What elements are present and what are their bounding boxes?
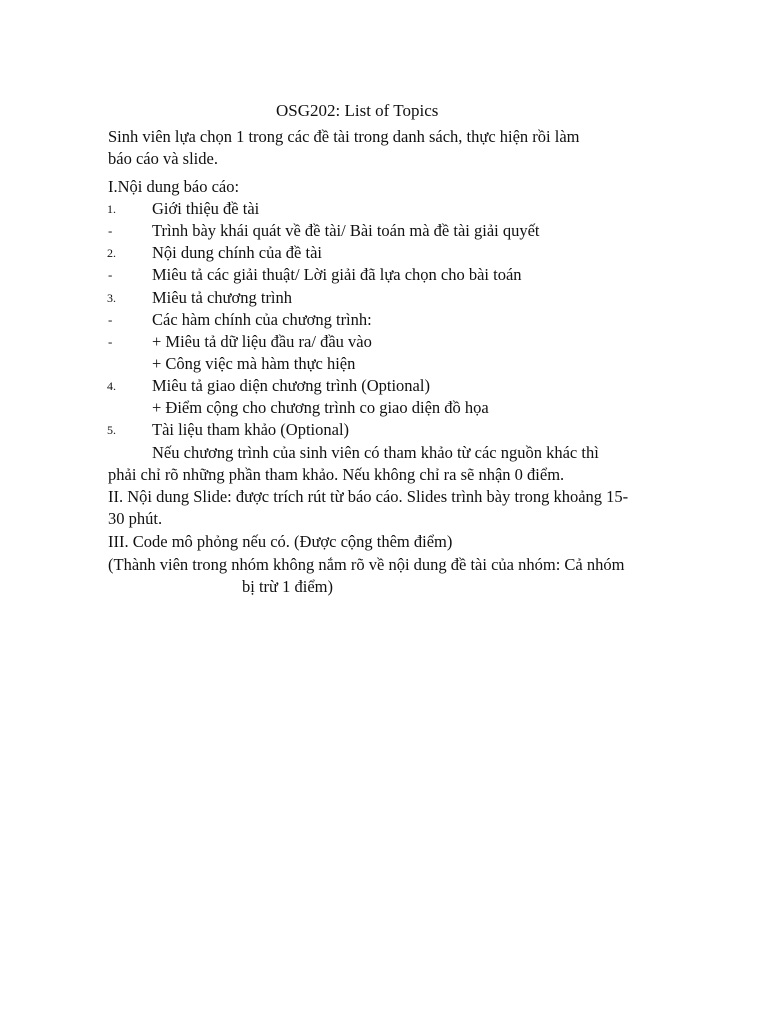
list-item: + Điểm cộng cho chương trình co giao diện đồ họa [152, 398, 489, 417]
list-item: Giới thiệu đề tài [152, 199, 260, 218]
penalty-line-2: bị trừ 1 điểm) [242, 577, 333, 596]
section-1-heading: I.Nội dung báo cáo: [108, 177, 240, 196]
intro-line-2: báo cáo và slide. [108, 149, 218, 168]
list-item: + Công việc mà hàm thực hiện [152, 354, 356, 373]
list-item: Trình bày khái quát về đề tài/ Bài toán mà đề tài giải quyết [152, 221, 540, 240]
list-marker: - [108, 312, 113, 327]
list-item: Miêu tả giao diện chương trình (Optional) [152, 376, 430, 395]
list-marker: 3. [107, 291, 116, 305]
list-marker: 4. [107, 379, 116, 393]
intro-line-1: Sinh viên lựa chọn 1 trong các đề tài trong danh sách, thực hiện rồi làm [108, 127, 580, 146]
list-item: Miêu tả chương trình [152, 288, 293, 307]
list-item: Miêu tả các giải thuật/ Lời giải đã lựa chọn cho bài toán [152, 265, 522, 284]
list-marker: - [108, 267, 113, 282]
list-item: Tài liệu tham khảo (Optional) [152, 420, 350, 439]
reference-note-line-1: Nếu chương trình của sinh viên có tham khảo từ các nguồn khác thì [152, 443, 599, 462]
list-marker: 2. [107, 246, 116, 260]
list-marker: - [108, 334, 113, 349]
list-item: Nội dung chính của đề tài [152, 243, 322, 262]
section-2-line-1: II. Nội dung Slide: được trích rút từ báo cáo. Slides trình bày trong khoảng 15- [108, 487, 629, 506]
list-item: Các hàm chính của chương trình: [152, 310, 372, 329]
list-marker: - [108, 223, 113, 238]
section-2-line-2: 30 phút. [108, 509, 163, 528]
list-item: + Miêu tả dữ liệu đầu ra/ đầu vào [152, 332, 372, 351]
penalty-line-1: (Thành viên trong nhóm không nắm rõ về nội dung đề tài của nhóm: Cả nhóm [108, 555, 625, 574]
reference-note-line-2: phải chỉ rõ những phần tham khảo. Nếu không chỉ ra sẽ nhận 0 điểm. [108, 465, 565, 484]
document-title: OSG202: List of Topics [276, 101, 439, 120]
list-marker: 1. [107, 202, 116, 216]
list-marker: 5. [107, 423, 116, 437]
section-3: III. Code mô phỏng nếu có. (Được cộng thêm điểm) [108, 532, 453, 551]
